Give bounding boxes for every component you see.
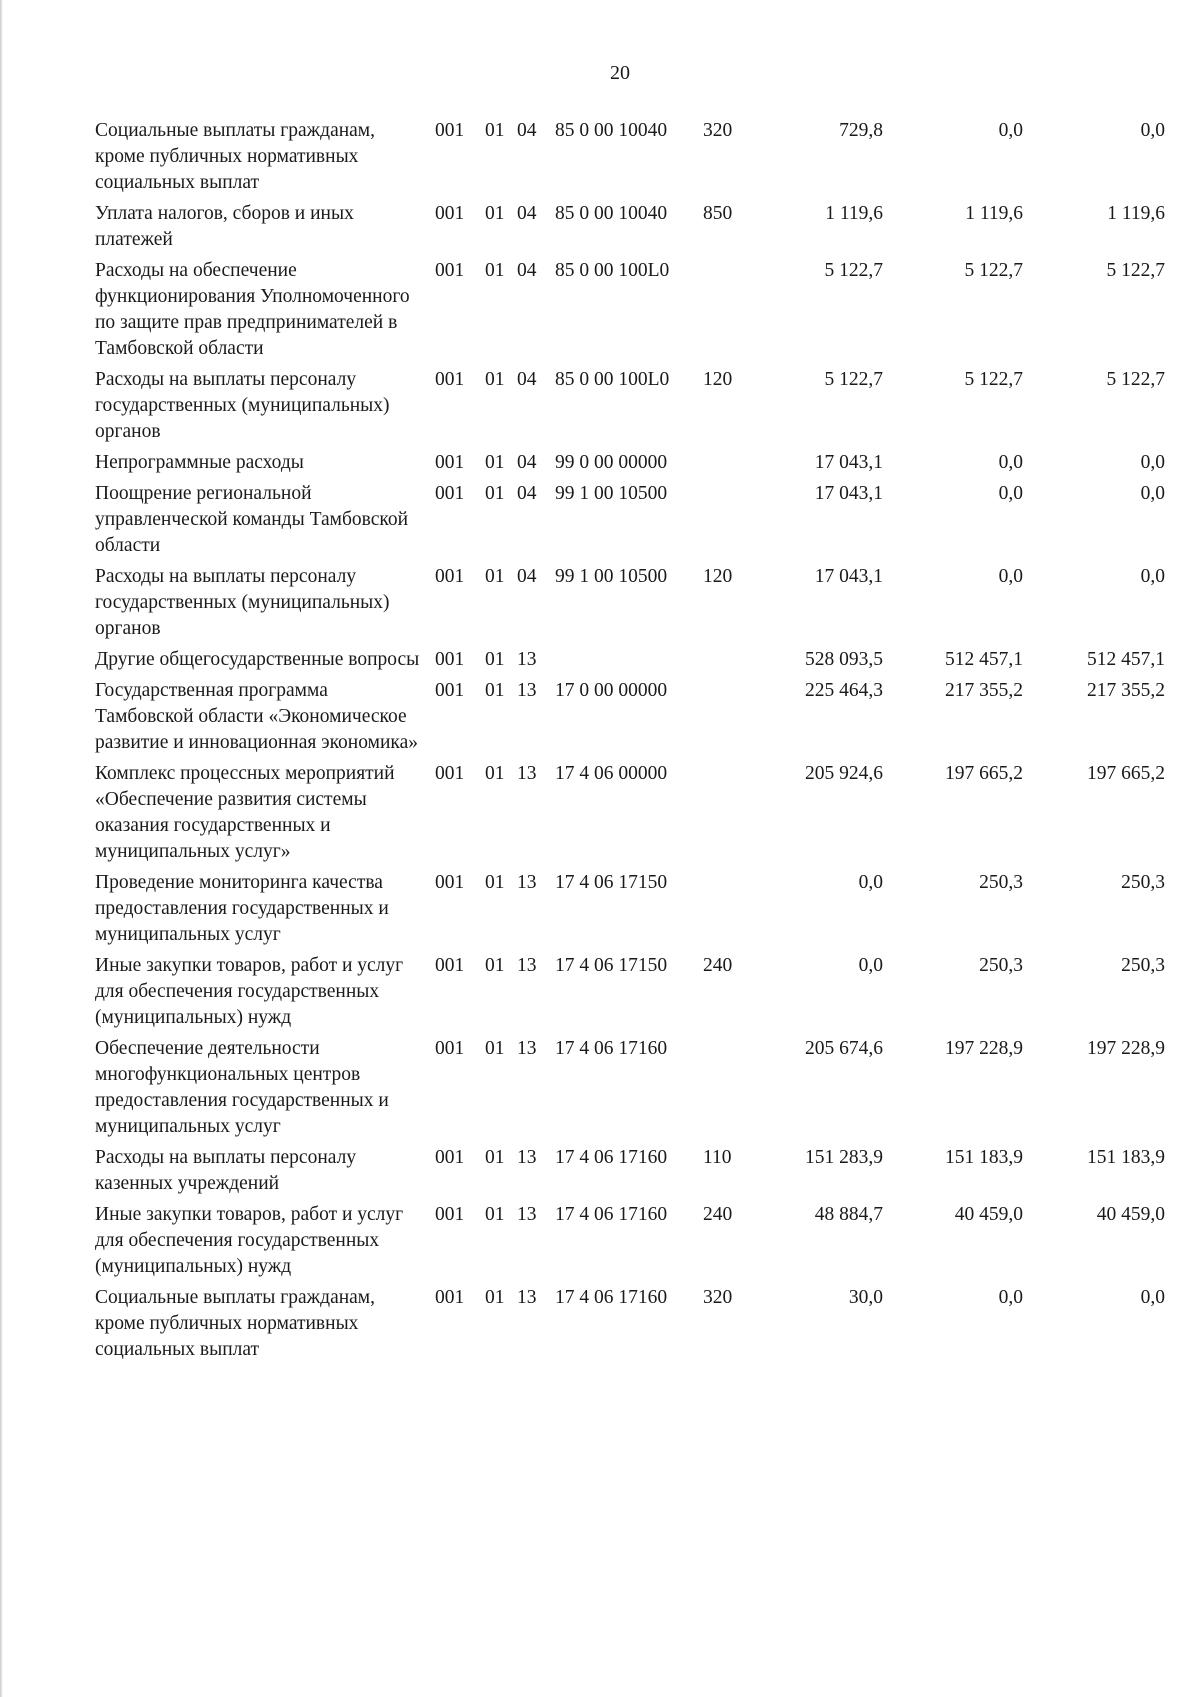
target-article-code: 17 4 06 17160: [555, 1147, 668, 1168]
row-name: Поощрение региональной управленческой команды Тамбовской области: [95, 483, 409, 556]
target-article-code: [555, 647, 703, 678]
table-row: [95, 258, 1165, 367]
section-code: 01: [485, 120, 505, 141]
subsection-code: 04: [517, 369, 537, 390]
amount-year-1: 17 043,1: [814, 566, 883, 587]
amount-year-3: 5 122,7: [1106, 260, 1165, 281]
section-code: 01: [485, 1204, 505, 1225]
ministry-code: 001: [435, 369, 465, 390]
amount-year-2: 40 459,0: [954, 1204, 1023, 1225]
table-row: [95, 761, 1165, 870]
subsection-code: 13: [517, 1038, 537, 1059]
table-row: [95, 450, 1165, 481]
amount-year-3: 0,0: [1140, 1287, 1165, 1308]
amount-year-2: 151 183,9: [945, 1147, 1023, 1168]
amount-year-2: 197 228,9: [945, 1038, 1023, 1059]
table-row: [95, 647, 1165, 678]
section-code: 01: [485, 955, 505, 976]
row-name: Другие общегосударственные вопросы: [95, 649, 420, 670]
ministry-code: 001: [435, 955, 465, 976]
amount-year-3: 0,0: [1140, 566, 1165, 587]
expense-type-code: [703, 450, 753, 481]
section-code: 01: [485, 260, 505, 281]
target-article-code: 17 0 00 00000: [555, 680, 668, 701]
expense-type-code: 850: [703, 203, 733, 224]
amount-year-3: 250,3: [1121, 872, 1165, 893]
budget-table: [95, 118, 1165, 1368]
amount-year-3: 250,3: [1121, 955, 1165, 976]
table-body: [95, 118, 1165, 1368]
subsection-code: 13: [517, 1147, 537, 1168]
amount-year-1: 5 122,7: [824, 260, 883, 281]
expense-type-code: [703, 678, 753, 761]
ministry-code: 001: [435, 872, 465, 893]
expense-type-code: [703, 481, 753, 564]
amount-year-2: 5 122,7: [964, 369, 1023, 390]
amount-year-3: 0,0: [1140, 483, 1165, 504]
amount-year-3: 0,0: [1140, 120, 1165, 141]
target-article-code: 85 0 00 100L0: [555, 369, 670, 390]
section-code: 01: [485, 649, 505, 670]
amount-year-1: 225 464,3: [805, 680, 883, 701]
row-name: Социальные выплаты гражданам, кроме публичных нормативных социальных выплат: [95, 120, 376, 193]
row-name: Расходы на выплаты персоналу государственных (муниципальных) органов: [95, 369, 390, 442]
table-row: [95, 1285, 1165, 1368]
amount-year-2: 0,0: [998, 566, 1023, 587]
expense-type-code: [703, 258, 753, 367]
expense-type-code: 120: [703, 369, 733, 390]
amount-year-3: 217 355,2: [1087, 680, 1165, 701]
row-name: Государственная программа Тамбовской области «Экономическое развитие и инновационная экономика»: [95, 680, 418, 753]
amount-year-2: 0,0: [998, 483, 1023, 504]
amount-year-2: 250,3: [979, 955, 1023, 976]
section-code: 01: [485, 1147, 505, 1168]
subsection-code: 04: [517, 203, 537, 224]
ministry-code: 001: [435, 452, 465, 473]
expense-type-code: 320: [703, 1287, 733, 1308]
table-row: [95, 1145, 1165, 1202]
amount-year-2: 512 457,1: [945, 649, 1023, 670]
section-code: 01: [485, 203, 505, 224]
amount-year-2: 217 355,2: [945, 680, 1023, 701]
amount-year-3: 1 119,6: [1107, 203, 1165, 224]
section-code: 01: [485, 1038, 505, 1059]
section-code: 01: [485, 1287, 505, 1308]
section-code: 01: [485, 763, 505, 784]
amount-year-3: 40 459,0: [1096, 1204, 1165, 1225]
amount-year-1: 0,0: [858, 955, 883, 976]
subsection-code: 04: [517, 483, 537, 504]
ministry-code: 001: [435, 120, 465, 141]
target-article-code: 17 4 06 17160: [555, 1038, 668, 1059]
amount-year-1: 151 283,9: [805, 1147, 883, 1168]
row-name: Непрограммные расходы: [95, 452, 304, 473]
target-article-code: 17 4 06 00000: [555, 763, 668, 784]
table-row: [95, 870, 1165, 953]
row-name: Расходы на обеспечение функционирования Уполномоченного по защите прав предпринимателей в Тамбовской области: [95, 260, 410, 359]
ministry-code: 001: [435, 649, 465, 670]
amount-year-1: 528 093,5: [805, 649, 883, 670]
target-article-code: 85 0 00 10040: [555, 203, 668, 224]
expense-type-code: [703, 647, 753, 678]
target-article-code: 99 0 00 00000: [555, 452, 668, 473]
amount-year-2: 0,0: [998, 120, 1023, 141]
table-row: [95, 1036, 1165, 1145]
ministry-code: 001: [435, 763, 465, 784]
target-article-code: 17 4 06 17160: [555, 1204, 668, 1225]
amount-year-1: 17 043,1: [814, 452, 883, 473]
row-name: Иные закупки товаров, работ и услуг для обеспечения государственных (муниципальных) нужд: [95, 1204, 404, 1277]
expense-type-code: [703, 1036, 753, 1145]
amount-year-1: 0,0: [858, 872, 883, 893]
amount-year-1: 30,0: [848, 1287, 883, 1308]
subsection-code: 13: [517, 955, 537, 976]
expense-type-code: 320: [703, 120, 733, 141]
amount-year-2: 1 119,6: [965, 203, 1023, 224]
subsection-code: 13: [517, 872, 537, 893]
section-code: 01: [485, 680, 505, 701]
row-name: Расходы на выплаты персоналу государственных (муниципальных) органов: [95, 566, 390, 639]
table-row: [95, 201, 1165, 258]
amount-year-3: 0,0: [1140, 452, 1165, 473]
target-article-code: 17 4 06 17150: [555, 872, 668, 893]
target-article-code: 85 0 00 100L0: [555, 260, 670, 281]
table-row: [95, 678, 1165, 761]
amount-year-3: 5 122,7: [1106, 369, 1165, 390]
target-article-code: 17 4 06 17160: [555, 1287, 668, 1308]
subsection-code: 04: [517, 260, 537, 281]
expense-type-code: 110: [703, 1147, 732, 1168]
target-article-code: 85 0 00 10040: [555, 120, 668, 141]
subsection-code: 04: [517, 120, 537, 141]
row-name: Социальные выплаты гражданам, кроме публичных нормативных социальных выплат: [95, 1287, 376, 1360]
expense-type-code: [703, 761, 753, 870]
ministry-code: 001: [435, 566, 465, 587]
subsection-code: 13: [517, 649, 537, 670]
row-name: Проведение мониторинга качества предоставления государственных и муниципальных услуг: [95, 872, 389, 945]
page-number: 20: [610, 62, 630, 84]
ministry-code: 001: [435, 203, 465, 224]
ministry-code: 001: [435, 1204, 465, 1225]
amount-year-2: 0,0: [998, 452, 1023, 473]
amount-year-3: 197 665,2: [1087, 763, 1165, 784]
subsection-code: 13: [517, 1204, 537, 1225]
amount-year-2: 197 665,2: [945, 763, 1023, 784]
subsection-code: 13: [517, 763, 537, 784]
ministry-code: 001: [435, 1147, 465, 1168]
amount-year-1: 5 122,7: [824, 369, 883, 390]
amount-year-1: 729,8: [839, 120, 883, 141]
section-code: 01: [485, 566, 505, 587]
expense-type-code: 120: [703, 566, 733, 587]
subsection-code: 13: [517, 1287, 537, 1308]
section-code: 01: [485, 483, 505, 504]
target-article-code: 17 4 06 17150: [555, 955, 668, 976]
expense-type-code: [703, 870, 753, 953]
subsection-code: 04: [517, 566, 537, 587]
ministry-code: 001: [435, 260, 465, 281]
scan-edge: [0, 0, 3, 1697]
row-name: Иные закупки товаров, работ и услуг для обеспечения государственных (муниципальных) нужд: [95, 955, 404, 1028]
ministry-code: 001: [435, 680, 465, 701]
table-row: [95, 367, 1165, 450]
amount-year-1: 205 924,6: [805, 763, 883, 784]
amount-year-3: 151 183,9: [1087, 1147, 1165, 1168]
row-name: Расходы на выплаты персоналу казенных учреждений: [95, 1147, 357, 1194]
section-code: 01: [485, 369, 505, 390]
table-row: [95, 1202, 1165, 1285]
expense-type-code: 240: [703, 1204, 733, 1225]
amount-year-1: 48 884,7: [814, 1204, 883, 1225]
ministry-code: 001: [435, 1287, 465, 1308]
row-name: Уплата налогов, сборов и иных платежей: [95, 203, 354, 250]
amount-year-3: 197 228,9: [1087, 1038, 1165, 1059]
amount-year-3: 512 457,1: [1087, 649, 1165, 670]
subsection-code: 04: [517, 452, 537, 473]
table-row: [95, 118, 1165, 201]
table-row: [95, 481, 1165, 564]
amount-year-1: 17 043,1: [814, 483, 883, 504]
target-article-code: 99 1 00 10500: [555, 566, 668, 587]
section-code: 01: [485, 872, 505, 893]
amount-year-2: 0,0: [998, 1287, 1023, 1308]
table-row: [95, 953, 1165, 1036]
row-name: Комплекс процессных мероприятий «Обеспечение развития системы оказания государственных и муниципальных услуг»: [95, 763, 395, 862]
amount-year-2: 5 122,7: [964, 260, 1023, 281]
row-name: Обеспечение деятельности многофункциональных центров предоставления государственных и муниципальных услуг: [95, 1038, 389, 1137]
ministry-code: 001: [435, 1038, 465, 1059]
expense-type-code: 240: [703, 955, 733, 976]
target-article-code: 99 1 00 10500: [555, 483, 668, 504]
ministry-code: 001: [435, 483, 465, 504]
subsection-code: 13: [517, 680, 537, 701]
table-row: [95, 564, 1165, 647]
amount-year-1: 205 674,6: [805, 1038, 883, 1059]
section-code: 01: [485, 452, 505, 473]
amount-year-2: 250,3: [979, 872, 1023, 893]
amount-year-1: 1 119,6: [825, 203, 883, 224]
